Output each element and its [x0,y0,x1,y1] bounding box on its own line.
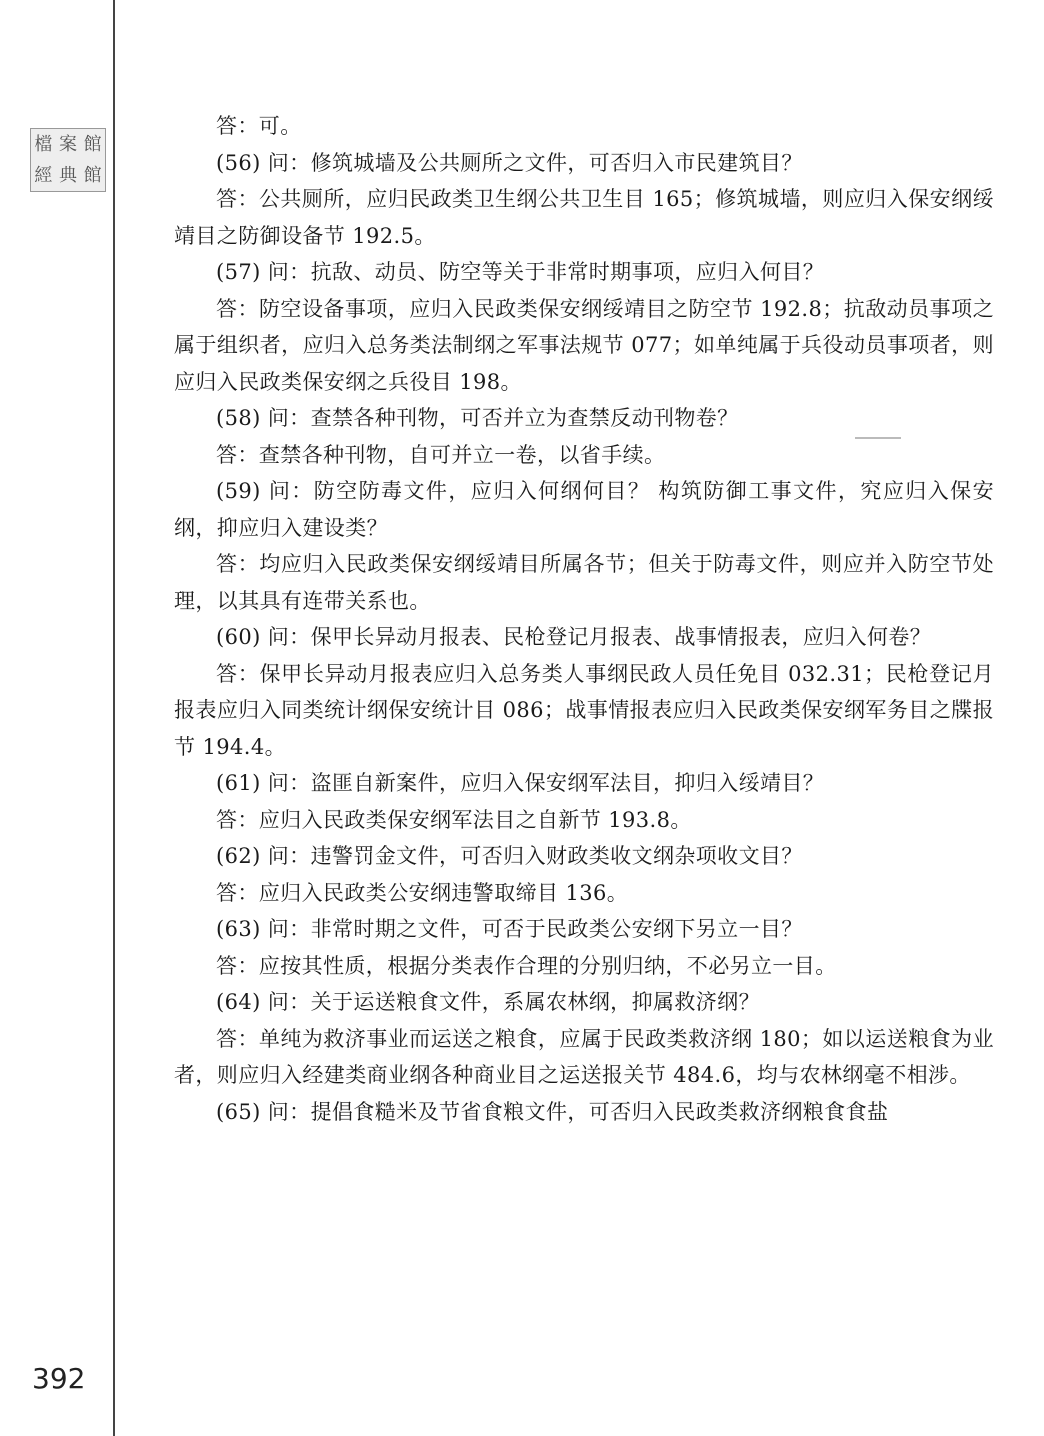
question-paragraph: (60) 问：保甲长异动月报表、民枪登记月报表、战事情报表，应归入何卷？ [216,625,932,649]
answer-paragraph: 答：可。 [216,114,302,138]
answer-paragraph: 答：应归入民政类保安纲军法目之自新节 193.8。 [216,807,692,832]
answer-paragraph: 答：应按其性质，根据分类表作合理的分别归纳，不必另立一目。 [216,953,837,978]
question-paragraph: (57) 问：抗敌、动员、防空等关于非常时期事项，应归入何目？ [216,260,825,284]
seal-glyph: 檔 [34,133,53,155]
seal-glyph: 館 [83,133,102,155]
question-paragraph: (63) 问：非常时期之文件，可否于民政类公安纲下另立一目？ [216,917,803,941]
margin-rule [113,0,115,1436]
question-paragraph: (56) 问：修筑城墙及公共厕所之文件，可否归入市民建筑目？ [216,150,803,175]
question-paragraph: (59) 问：防空防毒文件，应归入何纲何目？ 构筑防御工事文件，究应归入保安纲，抑应归入建设类？ [174,479,994,540]
page-number: 392 [32,1362,86,1395]
answer-paragraph: 答：查禁各种刊物，自可并立一卷，以省手续。 [216,442,666,467]
answer-paragraph: 答：单纯为救济事业而运送之粮食，应属于民政类救济纲 180；如以运送粮食为业者，则应归入经建类商业纲各种商业目之运送报关节 484.6，均与农林纲毫不相涉。 [174,1026,994,1087]
question-paragraph: (61) 问：盗匪自新案件，应归入保安纲军法目，抑归入绥靖目？ [216,771,825,795]
library-seal-stamp [30,128,106,192]
body-text [174,108,994,1130]
seal-glyph: 經 [34,164,53,186]
answer-paragraph: 答：均应归入民政类保安纲绥靖目所属各节；但关于防毒文件，则应并入防空节处理，以其具有连带关系也。 [174,552,994,613]
question-paragraph: (64) 问：关于运送粮食文件，系属农林纲，抑属救济纲？ [216,990,760,1014]
seal-glyph: 館 [83,164,102,186]
seal-glyph: 案 [58,133,77,155]
answer-paragraph: 答：保甲长异动月报表应归入总务类人事纲民政人员任免目 032.31；民枪登记月报表应归入同类统计纲保安统计目 086；战事情报表应归入民政类保安纲军务目之牒报节 194.4。 [174,661,994,759]
answer-paragraph: 答：防空设备事项，应归入民政类保安纲绥靖目之防空节 192.8；抗敌动员事项之属于组织者，应归入总务类法制纲之军事法规节 077；如单纯属于兵役动员事项者，则应归入民政类保安纲之兵役目 198。 [174,296,994,394]
answer-paragraph: 答：公共厕所，应归民政类卫生纲公共卫生目 165；修筑城墙，则应归入保安纲绥靖目之防御设备节 192.5。 [174,187,994,248]
question-paragraph: (62) 问：违警罚金文件，可否归入财政类收文纲杂项收文目？ [216,844,803,868]
question-paragraph: (58) 问：查禁各种刊物，可否并立为查禁反动刊物卷？ [216,406,739,430]
seal-glyph: 典 [58,164,77,186]
question-paragraph: (65) 问：提倡食糙米及节省食粮文件，可否归入民政类救济纲粮食食盐 [216,1099,889,1124]
answer-paragraph: 答：应归入民政类公安纲违警取缔目 136。 [216,880,629,905]
